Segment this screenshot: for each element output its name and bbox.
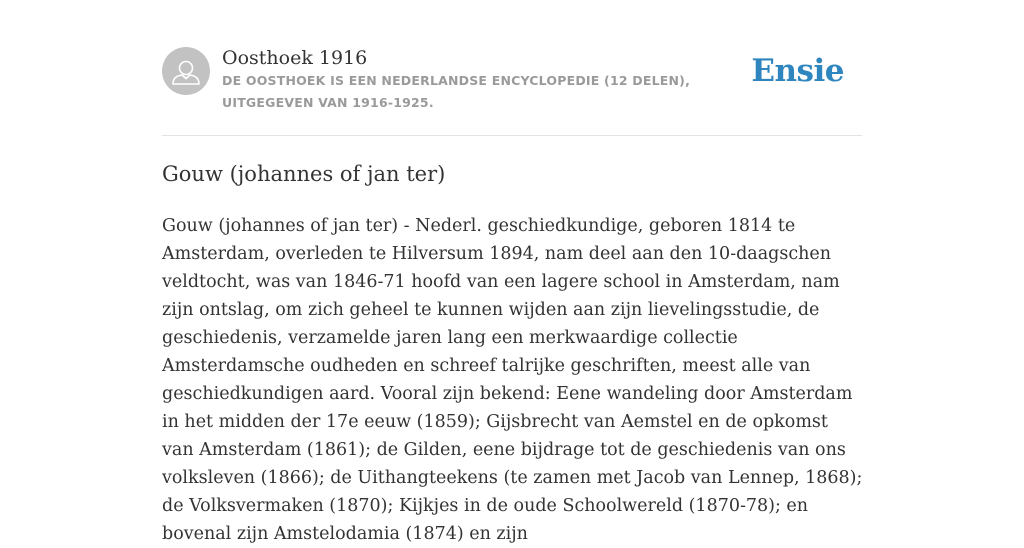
ensie-logo-link[interactable]: Ensie	[751, 53, 844, 89]
source-name-link[interactable]: Oosthoek 1916	[222, 47, 368, 69]
source-description: DE OOSTHOEK IS EEN NEDERLANDSE ENCYCLOPEDIE (12 DELEN), UITGEGEVEN VAN 1916-1925.	[222, 73, 691, 110]
article-page	[162, 0, 863, 544]
header-divider	[162, 135, 862, 136]
article-body: Gouw (johannes of jan ter) - Nederl. geschiedkundige, geboren 1814 te Amsterdam, overleden te Hilversum 1894, nam deel aan den 10-daagschen veldtocht, was van 1846-71 hoofd van een lagere school in Amsterdam, nam zijn ontslag, om zich geheel te kunnen wijden aan zijn lievelingsstudie, de geschiedenis, verzamelde jaren lang een merkwaardige collectie Amsterdamsche oudheden en schreef talrijke geschriften, meest alle van geschiedkundigen aard. Vooral zijn bekend: Eene wandeling door Amsterdam in het midden der 17e eeuw (1859); Gijsbrecht van Aemstel en de opkomst van Amsterdam (1861); de Gilden, eene bijdrage tot de geschiedenis van ons volksleven (1866); de Uithangteekens (te zamen met Jacob van Lennep, 1868); de Volksvermaken (1870); Kijkjes in de oude Schoolwereld (1870-78); en bovenal zijn Amstelodamia (1874) en zijn	[162, 216, 863, 544]
article-title: Gouw (johannes of jan ter)	[162, 162, 446, 186]
user-avatar-icon[interactable]	[162, 47, 210, 95]
user-silhouette-icon	[162, 47, 210, 95]
source-header	[162, 46, 862, 118]
source-info	[222, 46, 762, 114]
